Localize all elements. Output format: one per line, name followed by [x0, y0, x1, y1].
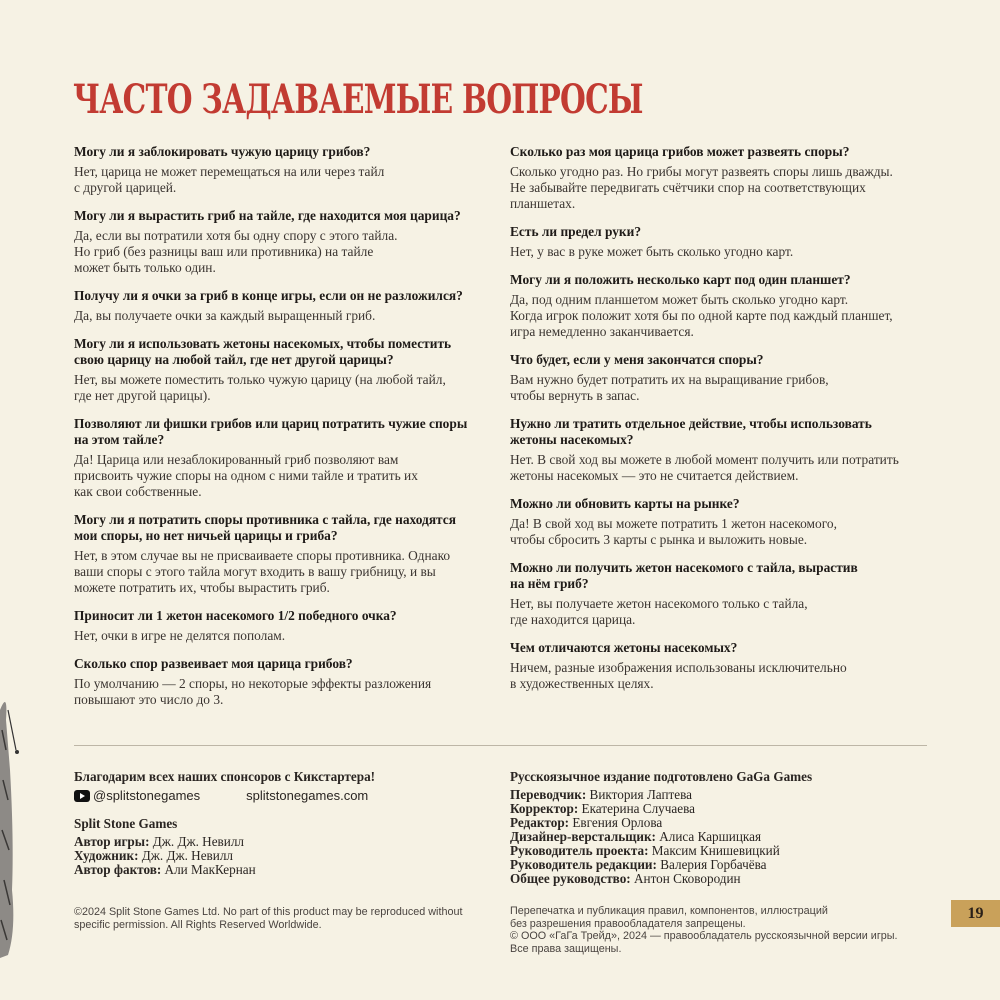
faq-answer: Нет. В свой ход вы можете в любой момент получить или потратить жетоны насекомых — это не считается действием.: [510, 452, 899, 483]
credit-role: Переводчик:: [510, 787, 587, 802]
faq-question: Могу ли я потратить споры противника с тайла, где находятся мои споры, но нет ничьей царицы и гриба?: [74, 512, 456, 543]
credit-person: Али МакКернан: [164, 862, 256, 877]
faq-question: Сколько спор развеивает моя царица грибов?: [74, 656, 353, 671]
faq-answer: Нет, вы можете поместить только чужую царицу (на любой тайл, где нет другой царицы).: [74, 372, 446, 403]
faq-right-column: [510, 144, 940, 704]
faq-answer: Нет, у вас в руке может быть сколько угодно карт.: [510, 244, 794, 259]
credit-role: Дизайнер-верстальщик:: [510, 829, 656, 844]
faq-question: Приносит ли 1 жетон насекомого 1/2 победного очка?: [74, 608, 397, 623]
faq-answer: Вам нужно будет потратить их на выращивание грибов, чтобы вернуть в запас.: [510, 372, 829, 403]
credit-row: [74, 863, 256, 877]
credit-row: [510, 844, 780, 858]
company-name: Split Stone Games: [74, 816, 178, 831]
faq-item: [510, 640, 940, 692]
mushroom-illustration: [0, 690, 24, 960]
faq-question: Что будет, если у меня закончатся споры?: [510, 352, 764, 367]
faq-question: Есть ли предел руки?: [510, 224, 642, 239]
faq-answer: Нет, очки в игре не делятся пополам.: [74, 628, 286, 643]
faq-question: Могу ли я положить несколько карт под один планшет?: [510, 272, 851, 287]
faq-question: Могу ли я вырастить гриб на тайле, где находится моя царица?: [74, 208, 461, 223]
faq-item: [510, 272, 940, 340]
social-links: [74, 788, 368, 803]
credit-person: Евгения Орлова: [572, 815, 663, 830]
credits-right: [510, 788, 780, 886]
faq-question: Чем отличаются жетоны насекомых?: [510, 640, 738, 655]
faq-answer: Да! Царица или незаблокированный гриб позволяют вам присвоить чужие споры на одном с ними тайле и тратить их как свои собственные.: [74, 452, 418, 499]
faq-answer: Да, под одним планшетом может быть сколько угодно карт. Когда игрок положит хотя бы по одной карте под каждый планшет, игра немедленно заканчивается.: [510, 292, 893, 339]
credit-role: Художник:: [74, 848, 139, 863]
credit-role: Руководитель редакции:: [510, 857, 657, 872]
credit-person: Дж. Дж. Невилл: [152, 834, 244, 849]
faq-question: Получу ли я очки за гриб в конце игры, если он не разложился?: [74, 288, 463, 303]
credit-row: [510, 858, 780, 872]
faq-item: [510, 560, 940, 628]
credit-role: Автор игры:: [74, 834, 150, 849]
credits-left: [74, 835, 256, 877]
page-number: 19: [951, 900, 1000, 927]
faq-question: Можно ли обновить карты на рынке?: [510, 496, 740, 511]
youtube-icon: [74, 790, 90, 802]
faq-item: [510, 496, 940, 548]
youtube-handle-link[interactable]: @splitstonegames: [93, 788, 201, 803]
credit-person: Антон Сковородин: [634, 871, 741, 886]
faq-answer: Нет, царица не может перемещаться на или через тайл с другой царицей.: [74, 164, 385, 195]
kickstarter-thanks: Благодарим всех наших спонсоров с Кикстартера!: [74, 769, 376, 784]
credit-row: [510, 816, 780, 830]
credit-person: Максим Книшевицкий: [651, 843, 780, 858]
credit-row: [74, 835, 256, 849]
faq-item: [74, 144, 504, 196]
faq-item: [74, 416, 504, 500]
faq-item: [74, 336, 504, 404]
credit-person: Екатерина Случаева: [581, 801, 696, 816]
faq-item: [510, 352, 940, 404]
website-link[interactable]: splitstonegames.com: [246, 788, 369, 803]
faq-answer: Да! В свой ход вы можете потратить 1 жетон насекомого, чтобы сбросить 3 карты с рынка и выложить новые.: [510, 516, 837, 547]
faq-item: [510, 416, 940, 484]
faq-item: [510, 224, 940, 260]
faq-item: [74, 608, 504, 644]
credit-person: Валерия Горбачёва: [660, 857, 767, 872]
russian-edition-heading: Русскоязычное издание подготовлено GaGa Games: [510, 769, 813, 784]
faq-answer: По умолчанию — 2 споры, но некоторые эффекты разложения повышают это число до 3.: [74, 676, 432, 707]
credit-row: [510, 788, 780, 802]
faq-question: Нужно ли тратить отдельное действие, чтобы использовать жетоны насекомых?: [510, 416, 872, 447]
credit-row: [510, 872, 780, 886]
credit-row: [510, 830, 780, 844]
faq-item: [74, 512, 504, 596]
credit-role: Руководитель проекта:: [510, 843, 649, 858]
credit-row: [510, 802, 780, 816]
faq-question: Могу ли я заблокировать чужую царицу грибов?: [74, 144, 371, 159]
credit-role: Редактор:: [510, 815, 570, 830]
faq-item: [74, 208, 504, 276]
faq-question: Сколько раз моя царица грибов может развеять споры?: [510, 144, 850, 159]
faq-answer: Да, если вы потратили хотя бы одну спору с этого тайла. Но гриб (без разницы ваш или противника) на тайле может быть только один.: [74, 228, 398, 275]
credit-person: Дж. Дж. Невилл: [141, 848, 233, 863]
faq-item: [74, 288, 504, 324]
faq-question: Можно ли получить жетон насекомого с тайла, вырастив на нём гриб?: [510, 560, 858, 591]
faq-answer: Ничем, разные изображения использованы исключительно в художественных целях.: [510, 660, 847, 691]
copyright-russian: Перепечатка и публикация правил, компонентов, иллюстраций без разрешения правообладателя запрещены. © ООО «ГаГа Трейд», 2024 — правообладатель русскоязычной версии игры. Все права защищены.: [510, 905, 898, 955]
faq-answer: Да, вы получаете очки за каждый выращенный гриб.: [74, 308, 376, 323]
faq-answer: Нет, в этом случае вы не присваиваете споры противника. Однако ваши споры с этого тайла могут входить в вашу грибницу, и вы можете потратить их, чтобы вырастить гриб.: [74, 548, 451, 595]
faq-question: Позволяют ли фишки грибов или цариц потратить чужие споры на этом тайле?: [74, 416, 468, 447]
credit-role: Корректор:: [510, 801, 579, 816]
faq-question: Могу ли я использовать жетоны насекомых, чтобы поместить свою царицу на любой тайл, где нет другой царицы?: [74, 336, 452, 367]
copyright-english: ©2024 Split Stone Games Ltd. No part of this product may be reproduced without specific permission. All Rights Reserved Worldwide.: [74, 906, 463, 931]
faq-item: [510, 144, 940, 212]
credit-person: Алиса Каршицкая: [659, 829, 762, 844]
page-title: ЧАСТО ЗАДАВАЕМЫЕ ВОПРОСЫ: [73, 76, 643, 123]
credit-person: Виктория Лаптева: [589, 787, 693, 802]
credit-role: Автор фактов:: [74, 862, 162, 877]
credit-role: Общее руководство:: [510, 871, 631, 886]
credit-row: [74, 849, 256, 863]
faq-left-column: [74, 144, 504, 720]
faq-answer: Нет, вы получаете жетон насекомого только с тайла, где находится царица.: [510, 596, 808, 627]
faq-answer: Сколько угодно раз. Но грибы могут развеять споры лишь дважды. Не забывайте передвигать счётчики спор на соответствующих планшетах.: [510, 164, 893, 211]
faq-item: [74, 656, 504, 708]
divider: [74, 745, 927, 746]
